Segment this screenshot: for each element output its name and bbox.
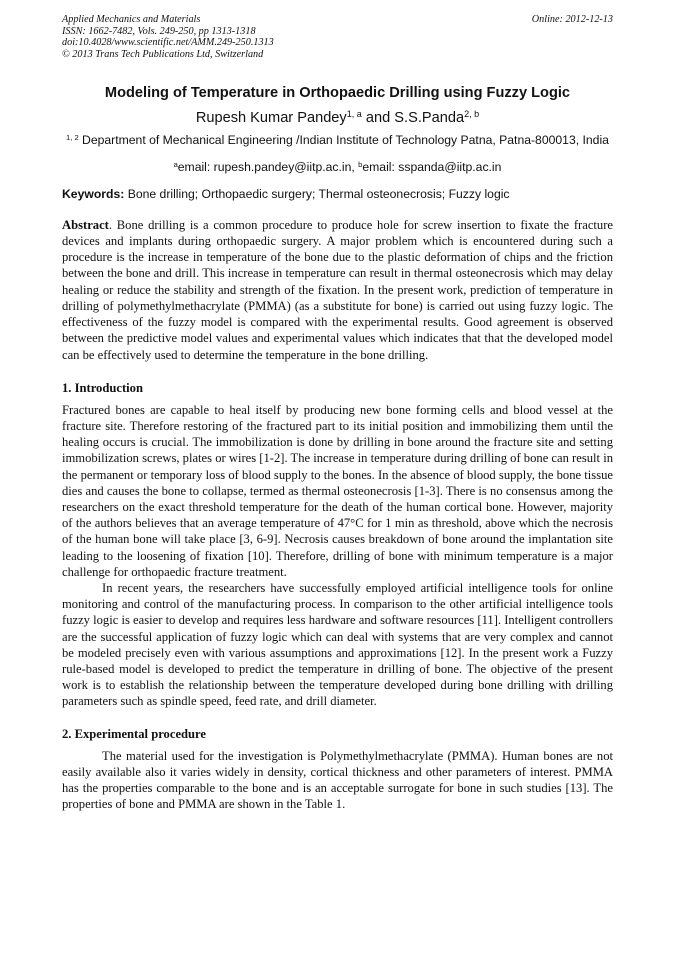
issn-line: ISSN: 1662-7482, Vols. 249-250, pp 1313-1318 (62, 25, 256, 37)
email-b[interactable]: email: sspanda@iitp.ac.in (362, 159, 502, 174)
paper-title: Modeling of Temperature in Orthopaedic Drilling using Fuzzy Logic (104, 85, 571, 102)
author-line (62, 109, 613, 127)
keywords-label: Keywords: (62, 186, 125, 201)
introduction-paragraph-1: Fractured bones are capable to heal itself by producing new bone forming cells and blood vessel at the fracture site. Therefore restoring of the fractured part to its initial position and immobilizing them until the healing occurs is crucial. The immobilization is done by drilling in bone around the fracture site and setting immobilization screws, plates or wires [1-2]. The increase in temperature during drilling of bone can result in the permanent or temporary loss of blood supply to the bones. In the absence of blood supply, the bone tissue dies and causes the bone to collapse, termed as thermal osteonecrosis [1-3]. There is no consensus among the researchers on the exact threshold temperature for the death of the human cortical bone. However, majority of the authors believes that an average temperature of 47°C for 1 min as threshold, above which the necrosis of the human bone will take place [3, 6-9]. Necrosis causes breakdown of bone around the implantation site leading to the loosening of fixation [10]. Therefore, drilling of bone with minimum temperature is a major challenge for orthopaedic fracture treatment. (62, 402, 613, 579)
affiliation (62, 132, 613, 149)
email-a[interactable]: email: rupesh.pandey@iitp.ac.in, (177, 159, 355, 174)
affiliation-sup: 1, 2 (66, 133, 79, 143)
email-line (62, 159, 613, 175)
abstract-label: Abstract (62, 217, 109, 232)
journal-name: Applied Mechanics and Materials (62, 14, 201, 25)
keywords (62, 186, 613, 202)
section-heading-experimental: 2. Experimental procedure (62, 726, 206, 741)
abstract-text: . Bone drilling is a common procedure to produce hole for screw insertion to fixate the fracture devices and implants during orthopaedic surgery. A major problem which is encountered during such a procedure is the increase in temperature of the bone due to the plastic deformation of chips and the friction between the bone and drill. This increase in temperature can result in thermal osteonecrosis which may delay healing or reduce the stability and strength of the fixation. In the present work, prediction of temperature in drilling of polymethylmethacrylate (PMMA) (as a substitute for bone) is carried out using fuzzy logic. The effectiveness of the fuzzy model is compared with the experimental results. Good agreement is observed between the predictive model values and experimental values which indicates that that the developed model can be effectively used to determine the temperature in the bone drilling. (62, 217, 613, 362)
keywords-text: Bone drilling; Orthopaedic surgery; Thermal osteonecrosis; Fuzzy logic (127, 186, 510, 201)
author-conjunction: and (365, 110, 391, 127)
section-heading-introduction: 1. Introduction (62, 380, 143, 395)
abstract (62, 217, 613, 363)
online-date: Online: 2012-12-13 (531, 14, 613, 25)
author-1: Rupesh Kumar Pandey (195, 110, 347, 127)
email-b-sup: b (358, 159, 363, 169)
experimental-paragraph-1: The material used for the investigation is Polymethylmethacrylate (PMMA). Human bones are not easily available also it varies widely in density, cortical thickness and other parameters of interest. PMMA has the properties comparable to the bone and is an acceptable surrogate for bone in such studies [13]. The properties of bone and PMMA are shown in the Table 1. (62, 748, 613, 812)
affiliation-text: Department of Mechanical Engineering /Indian Institute of Technology Patna, Patna-800013, India (82, 133, 609, 148)
doi-line: doi:10.4028/www.scientific.net/AMM.249-250.1313 (62, 37, 274, 49)
introduction-paragraph-2: In recent years, the researchers have successfully employed artificial intelligence tools for online monitoring and control of the manufacturing process. In comparison to the other artificial intelligence tools fuzzy logic is easier to develop and requires less hardware and software resources [11]. Intelligent controllers are the successful application of fuzzy logic which can deal with systems that are very complex and cannot be modeled precisely even with various assumptions and approximations [12]. In the present work a Fuzzy rule-based model is developed to predict the temperature in drilling of bone. The objective of the present work is to establish the relationship between the temperature developed during bone drilling with drilling parameters such as spindle speed, feed rate, and drill diameter. (62, 580, 613, 709)
copyright-line: © 2013 Trans Tech Publications Ltd, Switzerland (62, 48, 264, 60)
author-2: S.S.Panda (394, 110, 465, 127)
email-a-sup: a (173, 159, 178, 169)
author-1-sup: 1, a (346, 109, 362, 120)
author-2-sup: 2, b (464, 109, 480, 120)
paper-page (62, 14, 613, 812)
journal-header (62, 14, 613, 60)
